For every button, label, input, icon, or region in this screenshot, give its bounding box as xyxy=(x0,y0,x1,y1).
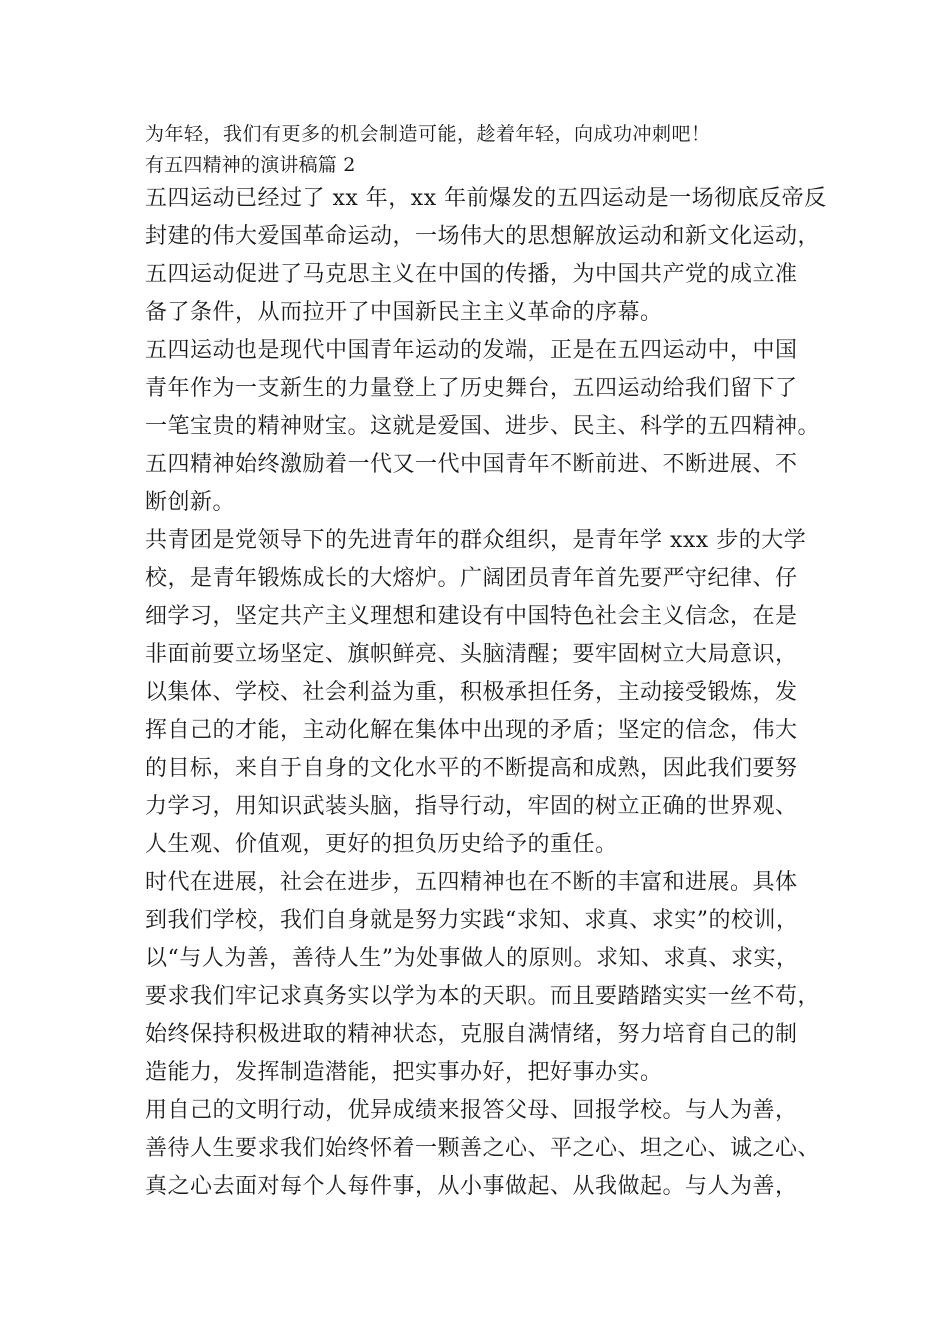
text-line: 人生观、价值观，更好的担负历史给予的重任。 xyxy=(145,832,618,857)
text-line: 要求我们牢记求真务实以学为本的天职。而且要踏踏实实一丝不苟， xyxy=(145,984,821,1009)
text-line: 时代在进展，社会在进步，五四精神也在不断的丰富和进展。具体 xyxy=(145,870,798,895)
text-line: 善待人生要求我们始终怀着一颗善之心、平之心、坦之心、诚之心、 xyxy=(145,1136,821,1161)
section-title: 有五四精神的演讲稿篇 2 xyxy=(145,154,356,176)
text-line: 造能力，发挥制造潜能，把实事办好，把好事办实。 xyxy=(145,1060,663,1085)
text-line: 到我们学校，我们自身就是努力实践“求知、求真、求实”的校训， xyxy=(145,908,799,933)
text-line: 五四运动已经过了 xx 年，xx 年前爆发的五四运动是一场彻底反帝反 xyxy=(145,186,827,211)
text-line: 备了条件，从而拉开了中国新民主主义革命的序幕。 xyxy=(145,300,663,325)
text-line: 非面前要立场坚定、旗帜鲜亮、头脑清醒；要牢固树立大局意识， xyxy=(145,642,798,667)
document-body xyxy=(145,118,825,1206)
text-line: 始终保持积极进取的精神状态，克服自满情绪，努力培育自己的制 xyxy=(145,1022,798,1047)
text-line: 挥自己的才能，主动化解在集体中出现的矛盾；坚定的信念，伟大 xyxy=(145,718,798,743)
text-line: 封建的伟大爱国革命运动，一场伟大的思想解放运动和新文化运动， xyxy=(145,224,821,249)
text-line: 以“与人为善，善待人生”为处事做人的原则。求知、求真、求实， xyxy=(145,946,799,971)
text-line: 细学习，坚定共产主义理想和建设有中国特色社会主义信念，在是 xyxy=(145,604,798,629)
text-line: 校，是青年锻炼成长的大熔炉。广阔团员青年首先要严守纪律、仔 xyxy=(145,566,798,591)
text-line: 五四运动促进了马克思主义在中国的传播，为中国共产党的成立准 xyxy=(145,262,798,287)
text-line: 一笔宝贵的精神财宝。这就是爱国、进步、民主、科学的五四精神。 xyxy=(145,414,821,439)
text-line: 青年作为一支新生的力量登上了历史舞台，五四运动给我们留下了 xyxy=(145,376,798,401)
text-line: 用自己的文明行动，优异成绩来报答父母、回报学校。与人为善， xyxy=(145,1098,798,1123)
text-line: 为年轻，我们有更多的机会制造可能，趁着年轻，向成功冲刺吧！ xyxy=(145,123,711,145)
text-line: 五四运动也是现代中国青年运动的发端，正是在五四运动中，中国 xyxy=(145,338,798,363)
text-line: 五四精神始终激励着一代又一代中国青年不断前进、不断进展、不 xyxy=(145,452,798,477)
text-line: 以集体、学校、社会利益为重，积极承担任务，主动接受锻炼，发 xyxy=(145,680,798,705)
text-line: 的目标，来自于自身的文化水平的不断提高和成熟，因此我们要努 xyxy=(145,756,798,781)
text-line: 力学习，用知识武装头脑，指导行动，牢固的树立正确的世界观、 xyxy=(145,794,798,819)
text-line: 共青团是党领导下的先进青年的群众组织，是青年学 xxx 步的大学 xyxy=(145,528,807,553)
text-line: 断创新。 xyxy=(145,490,236,515)
text-line: 真之心去面对每个人每件事，从小事做起、从我做起。与人为善， xyxy=(145,1174,798,1199)
